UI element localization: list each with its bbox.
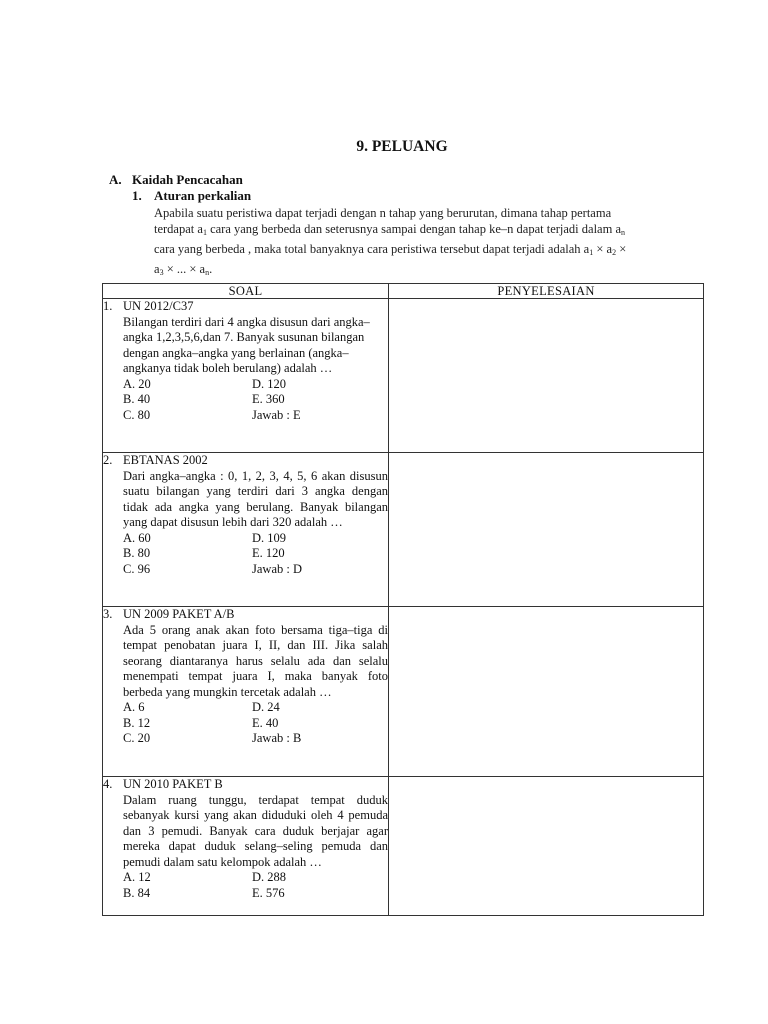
subsection-number: 1. [132,188,142,203]
subscript: n [621,228,625,237]
answer-options [123,870,388,901]
question-text: Dalam ruang tunggu, terdapat tempat duduk sebanyak kursi yang akan diduduki oleh 4 pemuda dan 3 pemudi. Banyak cara duduk berjajar agar mereka dapat duduk selang–seling pemuda dan pemudi dalam satu kelompok adalah … [123,792,388,869]
question-source: EBTANAS 2002 [123,453,208,467]
soal-cell [103,299,389,453]
table-header-row [103,284,704,299]
question-number: 1. [103,299,113,313]
section-number: A. [109,172,122,187]
intro-text: × ... × a [163,262,206,276]
penyelesaian-cell [389,777,704,916]
intro-line [154,241,692,261]
question-text: Bilangan terdiri dari 4 angka disusun dari angka–angka 1,2,3,5,6,dan 7. Banyak susunan bilangan dengan angka–angka yang berlainan (angka–angkanya tidak boleh berulang) adalah … [123,314,370,375]
table-row [103,299,704,453]
question-header [103,453,388,469]
answer-option: A. 60 [123,530,151,545]
subscript: 2 [612,248,617,257]
question-header [103,777,388,793]
subsection-heading [132,188,251,204]
answer-option: E. 120 [252,546,285,560]
question-number: 3. [103,607,113,621]
section-label: Kaidah Pencacahan [132,172,243,187]
intro-text: × a [593,242,613,256]
question-source: UN 2009 PAKET A/B [123,607,235,621]
answer-options [123,700,388,747]
question-number: 2. [103,453,113,467]
answer-option: B. 40 [123,392,151,406]
answer-option: D. 288 [252,870,287,884]
table-row [103,607,704,777]
intro-line [154,205,692,221]
answer-option: D. 109 [252,530,287,545]
question-header [103,299,388,315]
penyelesaian-cell [389,453,704,607]
answer-option: D. 24 [252,700,280,714]
answer-option: B. 80 [123,546,151,560]
question-text: Ada 5 orang anak akan foto bersama tiga–tiga di tempat penobatan juara I, II, dan III. Jika salah seorang diantaranya harus selalu ada dan selalu menempati tempat juara I, maka banyak foto berbeda yang mungkin tercetak adalah … [123,622,388,699]
question-table [102,283,704,916]
header-penyelesaian: PENYELESAIAN [389,284,704,299]
intro-line [154,221,692,241]
answer-key: Jawab : D [252,561,302,576]
answer-option: E. 360 [252,392,285,406]
answer-option: B. 84 [123,885,151,900]
page-title: 9. PELUANG [356,138,448,155]
subscript: 1 [202,228,207,237]
question-text: Dari angka–angka : 0, 1, 2, 3, 4, 5, 6 akan disusun suatu bilangan yang terdiri dari 3 angka dengan tidak ada angka yang berulang. Banyak bilangan yang dapat disusun lebih dari 320 adalah … [123,468,388,529]
question-number: 4. [103,777,113,791]
intro-text: Apabila suatu peristiwa dapat terjadi dengan n tahap yang berurutan, dimana tahap pertama [154,206,612,220]
answer-key: Jawab : B [252,731,302,745]
table-row [103,777,704,916]
intro-paragraph [154,205,692,281]
subsection-label: Aturan perkalian [154,188,252,203]
answer-options [123,377,388,424]
answer-option: B. 12 [123,715,151,730]
subscript: n [205,268,210,277]
intro-line [154,261,692,281]
soal-cell [103,607,389,777]
answer-option: C. 96 [123,561,151,576]
intro-text: . [209,262,213,276]
answer-option: A. 12 [123,870,151,884]
answer-option: C. 80 [123,407,151,422]
subscript: 3 [159,268,164,277]
soal-cell [103,777,389,916]
table-row [103,453,704,607]
answer-option: A. 20 [123,376,151,391]
question-header [103,607,388,623]
answer-options [123,531,388,578]
answer-option: C. 20 [123,731,151,745]
intro-text: terdapat a [154,222,203,236]
soal-cell [103,453,389,607]
answer-option: E. 576 [252,885,285,900]
subscript: 1 [589,248,594,257]
intro-text: cara yang berbeda dan seterusnya sampai dengan tahap ke–n dapat terjadi dalam a [206,222,621,236]
section-heading [109,172,243,188]
answer-option: E. 40 [252,715,279,730]
answer-option: A. 6 [123,700,145,714]
intro-text: × [616,242,627,256]
penyelesaian-cell [389,299,704,453]
penyelesaian-cell [389,607,704,777]
intro-text: a [154,262,160,276]
question-source: UN 2012/C37 [123,299,194,313]
header-soal: SOAL [103,284,389,299]
answer-key: Jawab : E [252,407,301,422]
question-source: UN 2010 PAKET B [123,777,223,791]
intro-text: cara yang berbeda , maka total banyaknya cara peristiwa tersebut dapat terjadi adalah a [154,242,590,256]
answer-option: D. 120 [252,376,287,391]
